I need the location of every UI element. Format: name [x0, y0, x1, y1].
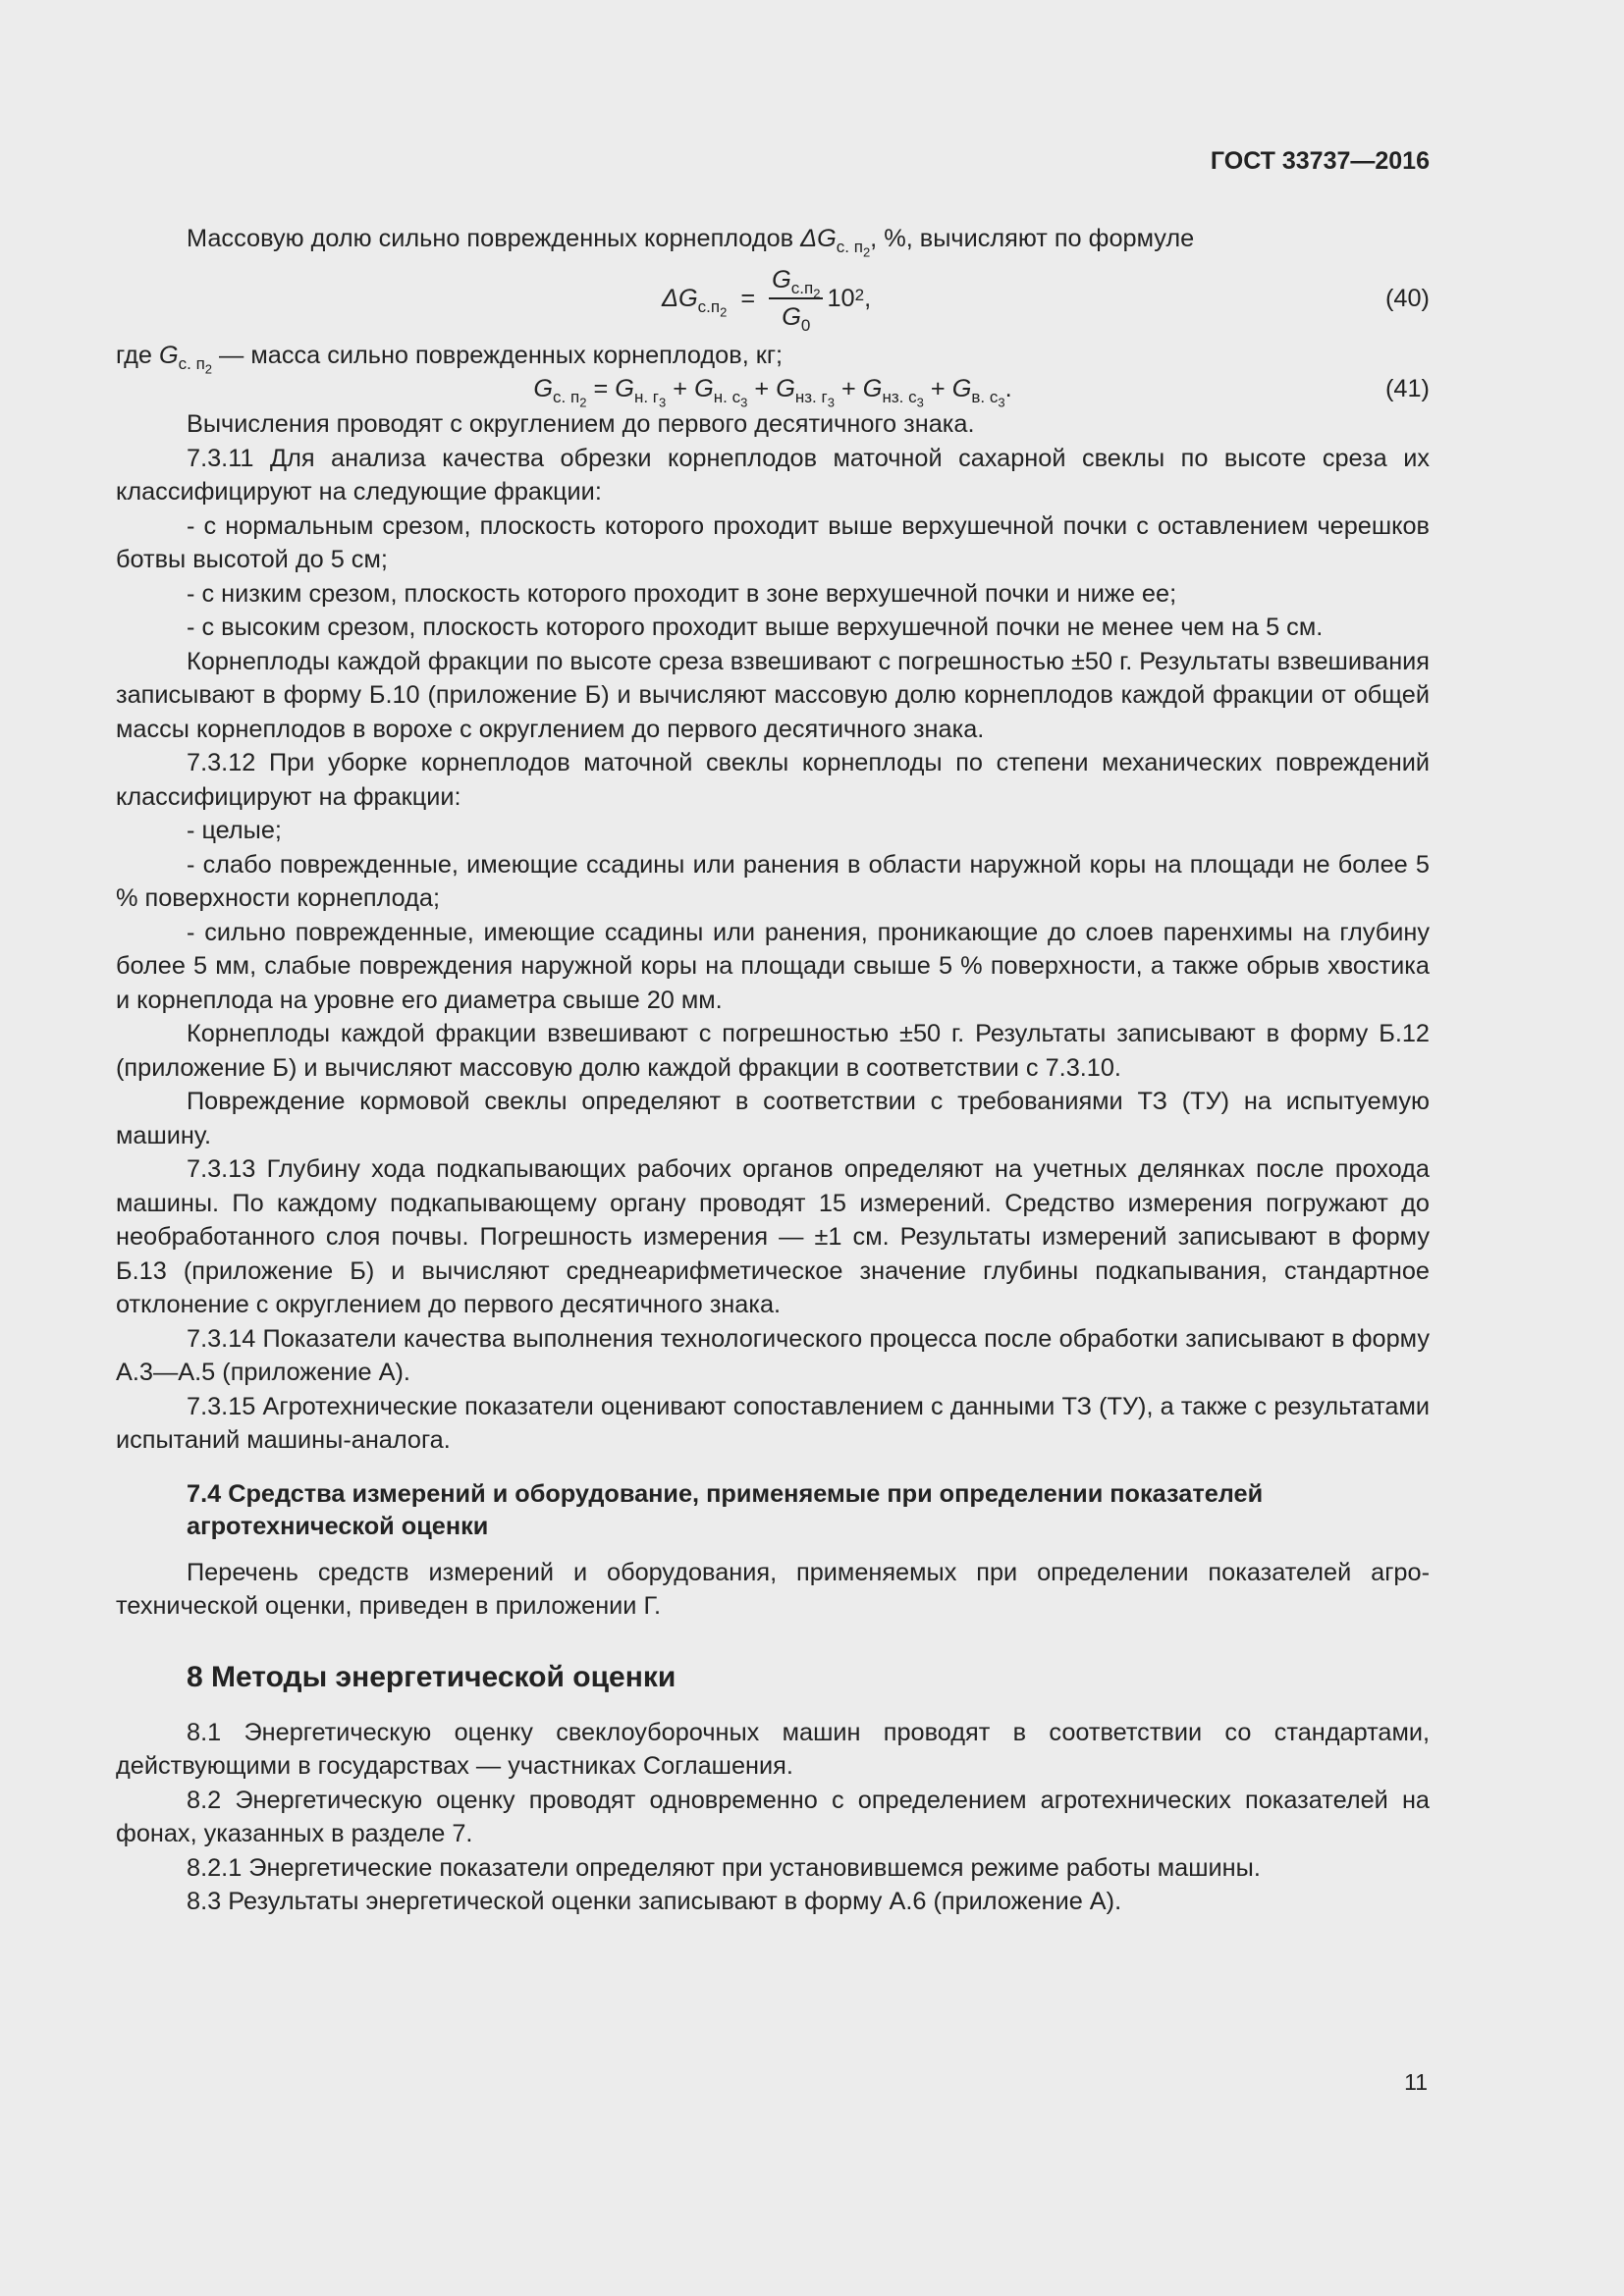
- paragraph: Вычисления проводят с округлением до первого десятичного знака.: [187, 410, 975, 438]
- paragraph-intro: Массовую долю сильно поврежденных корнеплодов $\Delta G_{с. п_2}$, %, вычисляют по формуле: [187, 225, 1195, 260]
- list-item: - целые;: [187, 817, 282, 844]
- formula-number: (41): [1385, 375, 1430, 402]
- list-item: - сильно поврежденные, имеющие ссадины или ранения, проникающие до слоев паренхимы на глубину более 5 мм, слабые повреждения наружной коры на площади свыше 5 % поверхности, а также обрыв хвостика и корнеплода на уровне его диаметра свыше 20 мм.: [116, 918, 1430, 1014]
- formula-number: (40): [1385, 284, 1430, 312]
- page-number: 11: [1404, 2069, 1428, 2095]
- list-item: - с высоким срезом, плоскость которого проходит выше верхушечной почки не менее чем на 5 см.: [187, 614, 1324, 641]
- section-heading-7-4: 7.4 Средства измерений и оборудование, применяемые при определении показателей агротехнической оценки: [187, 1479, 1264, 1540]
- paragraph: Корнеплоды каждой фракции взвешивают с погрешностью ±50 г. Результаты записывают в форму Б.12 (приложение Б) и вычисляют массовую долю каждой фракции в соответствии с 7.3.10.: [116, 1020, 1430, 1082]
- document-header: ГОСТ 33737—2016: [1210, 147, 1430, 175]
- paragraph-8-1: 8.1 Энергетическую оценку свеклоуборочных машин проводят в соответствии со стандартами, действующими в государствах — участниках Соглашения.: [116, 1718, 1430, 1780]
- list-item: - с нормальным срезом, плоскость которого проходит выше верхушечной почки с оставлением черешков ботвы высотой до 5 см;: [116, 511, 1430, 573]
- paragraph-7-3-13: 7.3.13 Глубину хода подкапывающих рабочих органов определяют на учетных делянках после прохода машины. По каждому подкапывающему органу проводят 15 измерений. Средство измерения погружают до необработанного слоя почвы. Погрешность измерения — ±1 см. Результаты измерений записывают в форму Б.13 (приложение Б) и вычисляют среднеарифметическое значение глубины подкапывания, стандартное отклонение с округлением до первого десятичного знака.: [116, 1155, 1430, 1318]
- list-item: - с низким срезом, плоскость которого проходит в зоне верхушечной почки и ниже ее;: [187, 579, 1177, 608]
- paragraph-8-3: 8.3 Результаты энергетической оценки записывают в форму А.6 (приложение А).: [187, 1888, 1122, 1915]
- paragraph-where: где $G_{с. п_2}$ — масса сильно поврежденных корнеплодов, кг;: [116, 341, 784, 376]
- paragraph-7-3-14: 7.3.14 Показатели качества выполнения технологического процесса после обработки записывают в форму А.3—А.5 (приложение А).: [116, 1324, 1430, 1386]
- paragraph: Корнеплоды каждой фракции по высоте среза взвешивают с погрешностью ±50 г. Результаты взвешивания записывают в форму Б.10 (приложение Б) и вычисляют массовую долю корнеплодов каждой фракции от общей массы корнеплодов в ворохе с округлением до первого десятичного знака.: [116, 647, 1430, 743]
- paragraph-7-3-11: 7.3.11 Для анализа качества обрезки корнеплодов маточной сахарной свеклы по высоте среза их классифицируют на следующие фракции:: [116, 444, 1430, 506]
- paragraph-8-2-1: 8.2.1 Энергетические показатели определяют при установившемся режиме работы машины.: [187, 1853, 1261, 1882]
- formula-41: $G_{с. п_2} = G_{н. г_3} + G_{н. с_3} + G_{нз. г_3} + G_{нз. с_3} + G_{в. с_3}$. (41): [116, 372, 1430, 407]
- list-item: - слабо поврежденные, имеющие ссадины или ранения в области наружной коры на площади не более 5 % поверхности корнеплода;: [116, 850, 1430, 912]
- paragraph-7-4: Перечень средств измерений и оборудования, применяемых при определении показателей агротехнической оценки, приведен в приложении Г.: [116, 1558, 1430, 1620]
- paragraph-8-2: 8.2 Энергетическую оценку проводят одновременно с определением агротехнических показателей на фонах, указанных в разделе 7.: [116, 1786, 1430, 1847]
- formula-40: $\Delta G_{с.п_2}$ = $\frac{G_{с.п_2}}{G_0}$ 10 $^2$ , (40): [116, 260, 1430, 339]
- paragraph: Повреждение кормовой свеклы определяют в соответствии с требованиями ТЗ (ТУ) на испытуемую машину.: [116, 1088, 1430, 1149]
- paragraph-7-3-15: 7.3.15 Агротехнические показатели оценивают сопоставлением с данными ТЗ (ТУ), а также с результатами испытаний машины-аналога.: [116, 1392, 1430, 1454]
- fraction: $\frac{G_{с.п_2}}{G_0}$: [769, 263, 823, 335]
- paragraph-7-3-12: 7.3.12 При уборке корнеплодов маточной свеклы корнеплоды по степени механических повреждений классифицируют на фракции:: [116, 749, 1430, 811]
- document-body: [116, 222, 1430, 1919]
- section-heading-8: 8 Методы энергетической оценки: [187, 1660, 677, 1693]
